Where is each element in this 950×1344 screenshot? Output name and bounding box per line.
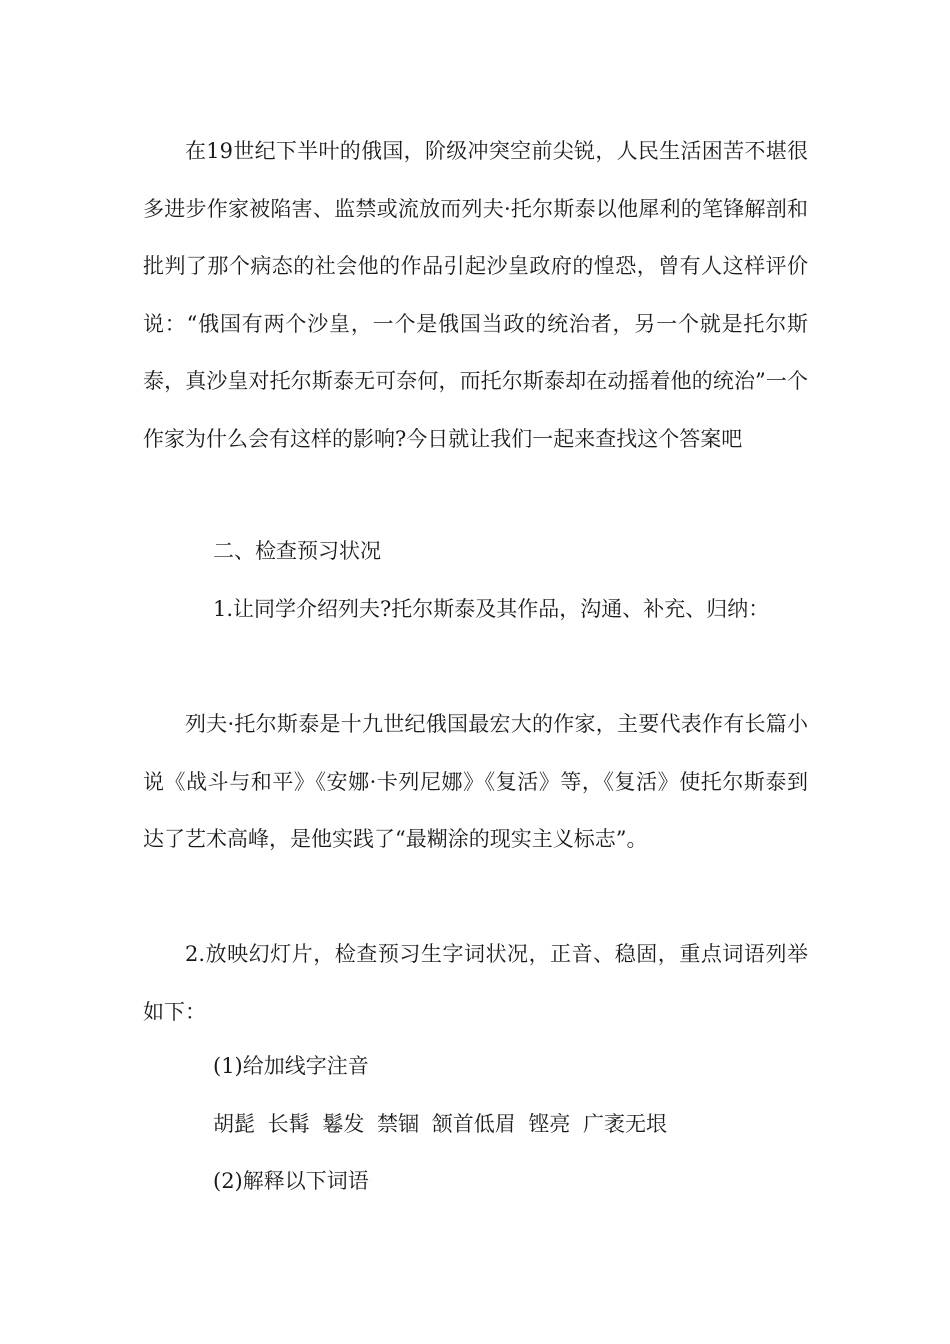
section-heading-check-preview: 二、检查预习状况 <box>213 539 381 563</box>
paragraph-tolstoy-bio: 列夫·托尔斯泰是十九世纪俄国最宏大的作家，主要代表作有长篇小说《战斗与和平》《安娜·卡列尼娜》《复活》等，《复活》使托尔斯泰到达了艺术高峰，是他实践了“最糊涂的现实主义标志”。 <box>143 712 808 851</box>
item-1-introduce-tolstoy: 1.让同学介绍列夫?托尔斯泰及其作品，沟通、补充、归纳： <box>213 597 770 621</box>
item-2-slides-vocabulary: 2.放映幻灯片，检查预习生字词状况，正音、稳固，重点词语列举如下： <box>143 942 808 1024</box>
sub-item-2-explain-words: (2)解释以下词语 <box>213 1169 369 1193</box>
sub-item-1-pronunciation: (1)给加线字注音 <box>213 1054 369 1078</box>
vocabulary-word-list: 胡髭 长髯 鬈发 禁锢 颔首低眉 铿亮 广袤无垠 <box>213 1112 668 1136</box>
paragraph-intro: 在19世纪下半叶的俄国，阶级冲突空前尖锐，人民生活困苦不堪很多进步作家被陷害、监禁或流放而列夫·托尔斯泰以他犀利的笔锋解剖和批判了那个病态的社会他的作品引起沙皇政府的惶恐，曾有人这样评价说：“俄国有两个沙皇，一个是俄国当政的统治者，另一个就是托尔斯泰，真沙皇对托尔斯泰无可奈何，而托尔斯泰却在动摇着他的统治”一个作家为什么会有这样的影响?今日就让我们一起来查找这个答案吧 <box>143 139 808 451</box>
